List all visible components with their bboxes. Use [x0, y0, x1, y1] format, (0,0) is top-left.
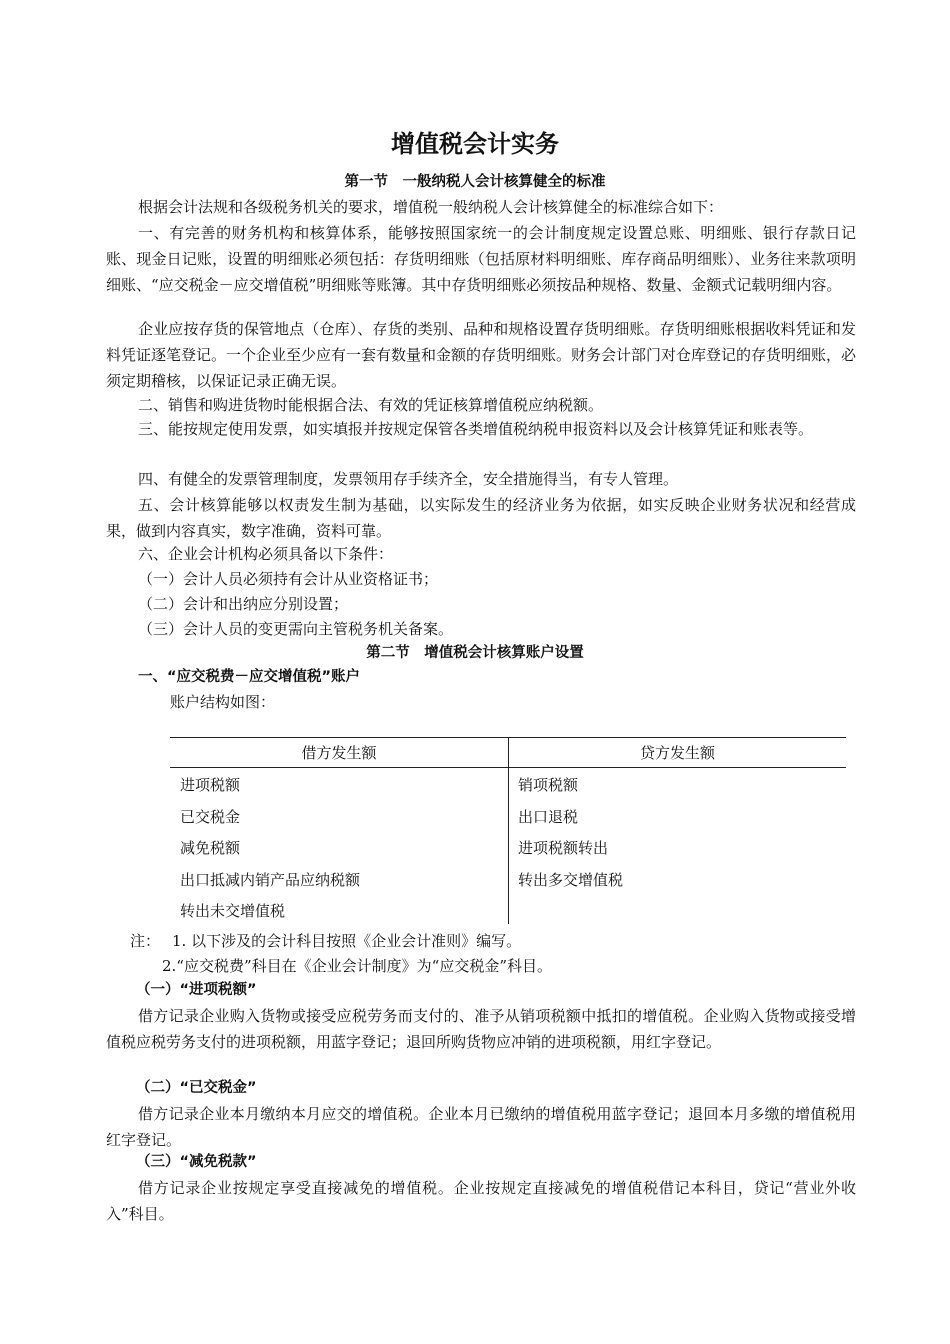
debit-header: 借方发生额 — [301, 744, 377, 762]
tax-relief-heading: （三）“减免税款” — [136, 1154, 257, 1170]
page-title: 增值税会计实务 — [391, 130, 559, 158]
tax-relief-text: 借方记录企业按规定享受直接减免的增值税。企业按规定直接减免的增值税借记本科目，贷记“营业外收入”科目。 — [106, 1179, 856, 1223]
section1-item3: 三、能按规定使用发票，如实填报并按规定保管各类增值税纳税申报资料以及会计核算凭证和账表等。 — [138, 420, 814, 438]
section1-item5: 五、会计核算能够以权责发生制为基础，以实际发生的经济业务为依据，如实反映企业财务状况和经营成果，做到内容真实，数字准确，资料可靠。 — [106, 496, 856, 540]
credit-item: 出口退税 — [518, 808, 579, 826]
debit-item: 减免税额 — [180, 839, 241, 857]
section1-item1: 一、有完善的财务机构和核算体系，能够按照国家统一的会计制度规定设置总账、明细账、银行存款日记账、现金日记账，设置的明细账必须包括：存货明细账（包括原材料明细账、库存商品明细账）、业务往来款项明细账、“应交税金－应交增值税”明细账等账簿。其中存货明细账必须按品种规格、数量、金额式记载明细内容。 — [106, 224, 856, 294]
note-1: 1. 以下涉及的会计科目按照《企业会计准则》编写。 — [172, 932, 522, 950]
debit-item: 出口抵减内销产品应纳税额 — [180, 871, 361, 889]
note-2: 2.“应交税费”科目在《企业会计制度》为“应交税金”科目。 — [162, 957, 552, 975]
section1-item1b: 企业应按存货的保管地点（仓库）、存货的类别、品种和规格设置存货明细账。存货明细账根据收料凭证和发料凭证逐笔登记。一个企业至少应有一套有数量和金额的存货明细账。财务会计部门对仓库登记的存货明细账，必须定期稽核，以保证记录正确无误。 — [106, 320, 857, 390]
input-tax-heading: （一）“进项税额” — [136, 982, 257, 998]
credit-item: 销项税额 — [518, 776, 579, 794]
structure-label: 账户结构如图： — [170, 693, 276, 711]
credit-header: 贷方发生额 — [639, 744, 715, 762]
debit-item: 已交税金 — [180, 808, 241, 826]
debit-item: 进项税额 — [180, 776, 241, 794]
paid-tax-text: 借方记录企业本月缴纳本月应交的增值税。企业本月已缴纳的增值税用蓝字登记；退回本月多缴的增值税用红字登记。 — [106, 1105, 856, 1149]
paid-tax-heading: （二）“已交税金” — [136, 1080, 257, 1096]
section1-item2: 二、销售和购进货物时能根据合法、有效的凭证核算增值税应纳税额。 — [138, 396, 604, 414]
table-center-rule — [508, 737, 509, 924]
input-tax-text: 借方记录企业购入货物或接受应税劳务而支付的、准予从销项税额中抵扣的增值税。企业购入货物或接受增值税应税劳务支付的进项税额，用蓝字登记；退回所购货物应冲销的进项税额，用红字登记。 — [106, 1007, 856, 1051]
account-heading: 一、“应交税费－应交增值税”账户 — [138, 669, 361, 685]
debit-item: 转出未交增值税 — [180, 902, 286, 920]
section2-heading: 第二节 增值税会计核算账户设置 — [366, 645, 584, 661]
section1-sub2: （二）会计和出纳应分别设置； — [138, 595, 349, 613]
section1-intro: 根据会计法规和各级税务机关的要求，增值税一般纳税人会计核算健全的标准综合如下： — [138, 198, 724, 216]
section1-item4: 四、有健全的发票管理制度，发票领用存手续齐全，安全措施得当，有专人管理。 — [138, 470, 679, 488]
section1-sub1: （一）会计人员必须持有会计从业资格证书； — [138, 570, 439, 588]
note-label: 注： — [130, 932, 161, 950]
section1-heading: 第一节 一般纳税人会计核算健全的标准 — [344, 174, 606, 190]
credit-item: 转出多交增值税 — [518, 871, 624, 889]
credit-item: 进项税额转出 — [518, 839, 609, 857]
section1-item6: 六、企业会计机构必须具备以下条件： — [138, 545, 394, 563]
section1-sub3: （三）会计人员的变更需向主管税务机关备案。 — [138, 620, 454, 638]
